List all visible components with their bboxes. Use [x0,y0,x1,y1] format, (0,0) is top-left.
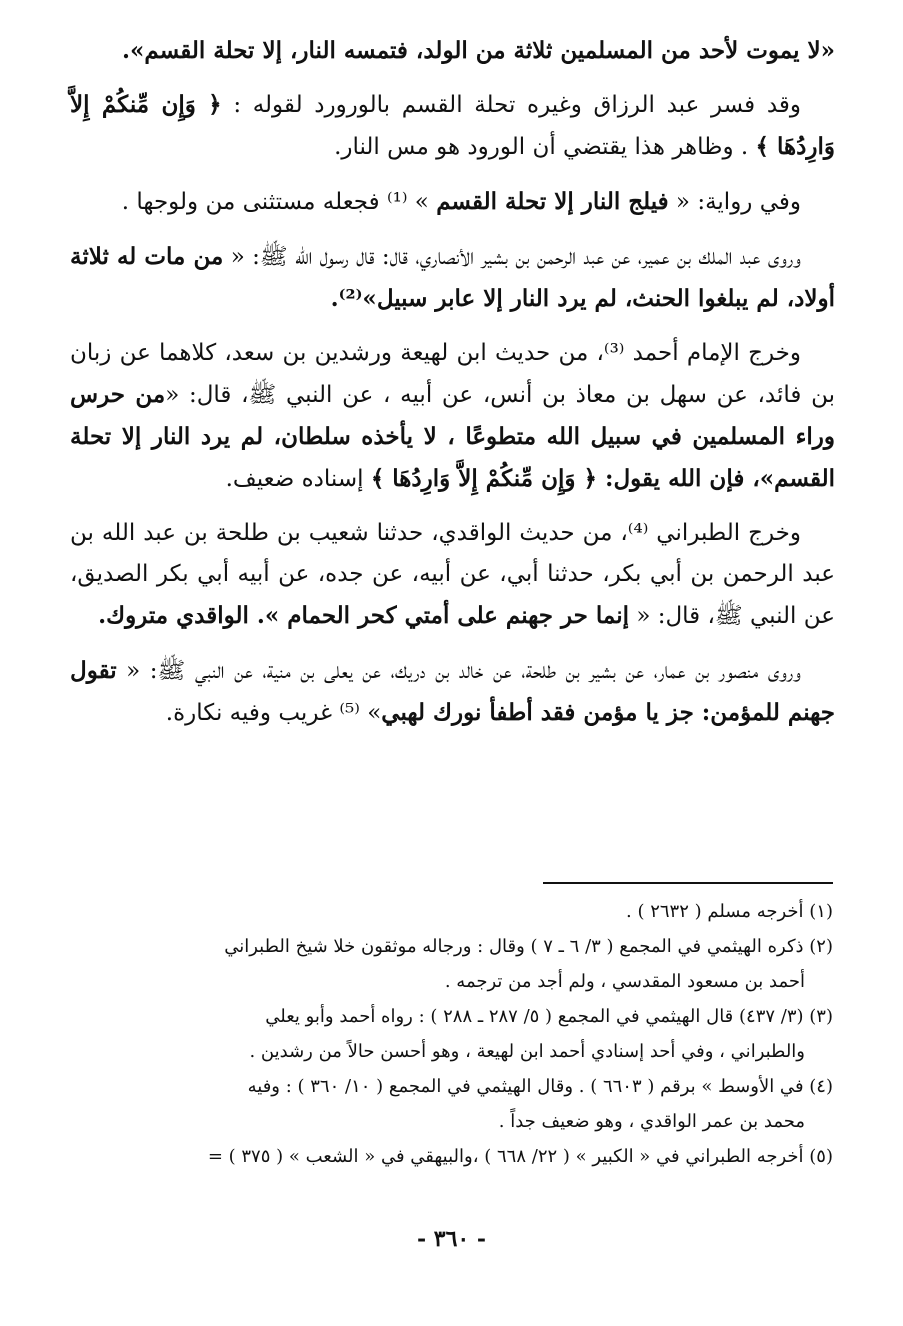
footnote-line: (٤) في الأوسط » برقم ( ٦٦٠٣ ) . وقال الهيثمي في المجمع ( ١٠/ ٣٦٠ ) : وفيه [247,1076,833,1097]
paragraph-riwaya [70,181,835,223]
footnote-line: محمد بن عمر الواقدي ، وهو ضعيف جداً . [498,1111,805,1132]
footnote-separator [543,882,833,884]
paragraph-text: وروى عبد الملك بن عمير، عن عبد الرحمن بن بشير الأنصاري، قال: قال رسول الله ﷺ: « [223,244,801,270]
paragraph-text: وخرج الطبراني ⁽⁴⁾، من حديث الواقدي، حدثنا شعيب بن طلحة بن عبد الله بن عبد الرحمن بن أبي بكر، حدثنا أبي، عن أبيه، عن جده، عن أبيه أبي بكر الصديق، عن النبي ﷺ، قال: « [70,520,835,629]
footnote-5 [98,1139,833,1174]
footnote-line: أحمد بن مسعود المقدسي ، ولم أجد من ترجمه . [444,971,805,992]
paragraph-text: وروى منصور بن عمار، عن بشير بن طلحة، عن خالد بن دريك، عن يعلى بن منية، عن النبي ﷺ: « [116,658,801,684]
footnote-4 [98,1069,833,1139]
paragraph-text: إسناده ضعيف. [225,466,371,492]
paragraph-text: وقد فسر عبد الرزاق وغيره تحلة القسم بالورورد لقوله : [221,92,801,118]
footnote-line: (٥) أخرجه الطبراني في « الكبير » ( ٢٢/ ٦٦٨ ) ،والبيهقي في « الشعب » ( ٣٧٥ ) = [207,1146,833,1167]
footnote-line: (١) أخرجه مسلم ( ٢٦٣٢ ) . [626,901,833,922]
paragraph-text: «لا يموت لأحد من المسلمين ثلاثة من الولد، فتمسه النار، إلا تحلة القسم». [122,37,835,64]
page-number: - ٣٦٠ - [416,1226,487,1252]
quran-quote: ﴿ وَإِن مِّنكُمْ إِلاَّ وَارِدُهَا ﴾ [70,91,835,160]
footnote-1 [98,894,833,929]
footnotes [98,894,833,1174]
paragraph-hadith-opening [70,30,835,71]
footnote-line: (٣) (٣/ ٤٣٧) قال الهيثمي في المجمع ( ٥/ ٢٨٧ ـ ٢٨٨ ) : رواه أحمد وأبو يعلي [265,1006,833,1027]
footnote-3 [98,999,833,1069]
paragraph-text: » ⁽¹⁾ فجعله مستثنى من ولوجها . [121,189,437,215]
paragraph-text: وفي رواية: « [668,189,801,215]
paragraph-text: » ⁽⁵⁾ غريب وفيه نكارة. [165,700,382,726]
hadith-quote: من حرس وراء المسلمين في سبيل الله متطوعًا ، لا يأخذه سلطان، لم يرد النار إلا تحلة القسم»، فإن الله يقول: ﴿ وَإِن مِّنكُمْ إِلاَّ وَارِدُهَا ﴾ [70,381,835,492]
paragraph-mansour [70,650,835,734]
hadith-quote: فيلج النار إلا تحلة القسم [436,188,669,215]
paragraph-tahilla-explanation [70,84,835,168]
footnote-line: (٢) ذكره الهيثمي في المجمع ( ٣/ ٦ ـ ٧ ) وقال : ورجاله موثقون خلا شيخ الطبراني [224,936,833,957]
paragraph-text: »⁽²⁾. [330,285,377,312]
paragraph-abdulmalik [70,236,835,320]
hadith-quote: من مات له ثلاثة أولاد، لم يبلغوا الحنث، لم يرد النار إلا عابر سبيل [70,243,835,312]
paragraph-text: ». الواقدي متروك. [98,602,288,629]
paragraph-tabarani [70,513,835,637]
footnote-line: والطبراني ، وفي أحد إسنادي أحمد ابن لهيعة ، وهو أحسن حالاً من رشدين . [249,1041,805,1062]
paragraph-imam-ahmad [70,333,835,500]
hadith-quote: إنما حر جهنم على أمتي كحر الحمام [287,602,630,629]
paragraph-text: وخرج الإمام أحمد ⁽³⁾، من حديث ابن لهيعة ورشدين بن سعد، كلاهما عن زبان بن فائد، عن سهل بن معاذ بن أنس، عن أبيه ، عن النبي ﷺ، قال: « [70,340,835,408]
hadith-quote: تقول جهنم للمؤمن: جز يا مؤمن فقد أطفأ نورك لهبي [70,657,835,726]
paragraph-text: . وظاهر هذا يقتضي أن الورود هو مس النار. [334,134,756,160]
footnote-2 [98,929,833,999]
